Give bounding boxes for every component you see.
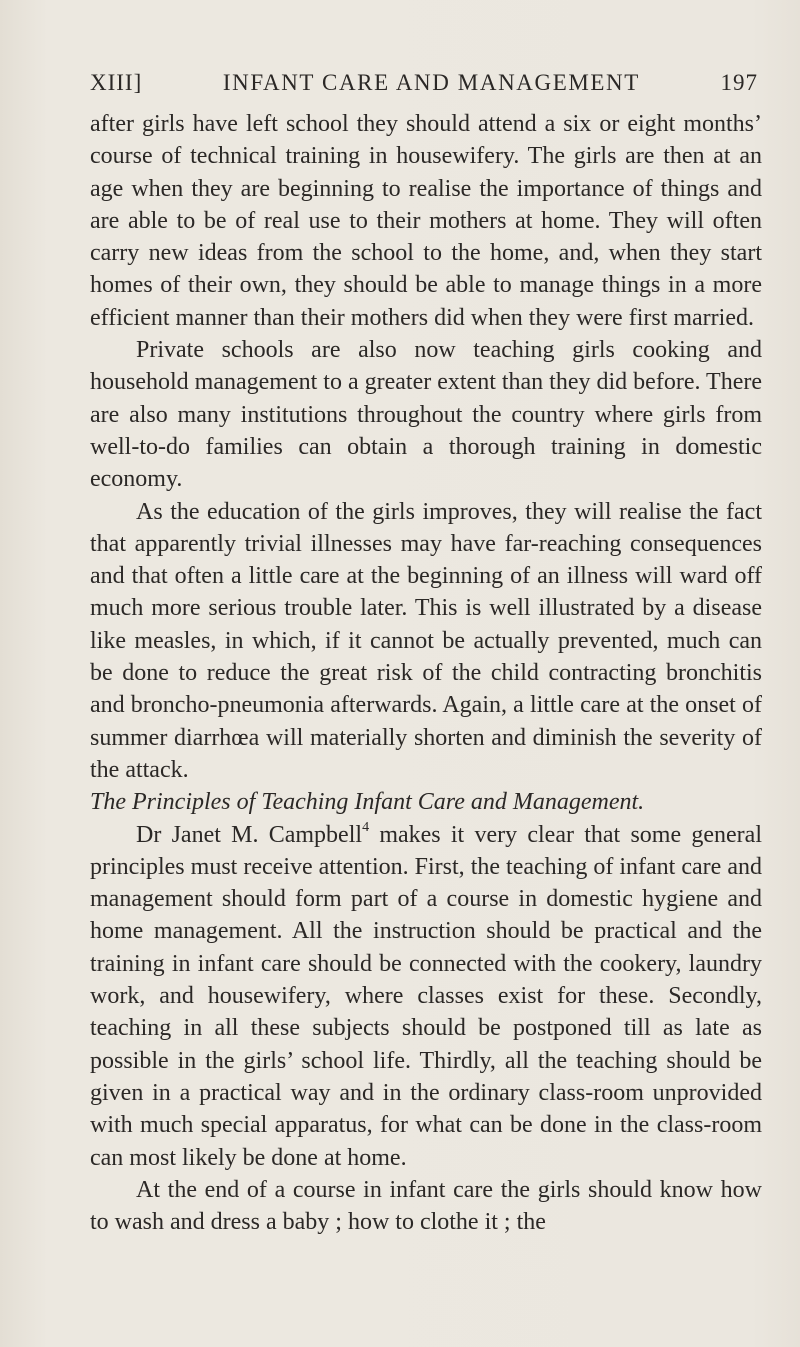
paragraph: As the education of the girls improves, they will realise the fact that apparently trivial illnesses may have far-reaching consequences and that often a little care at the beginning of an illness will ward off much more serious trouble later. This is well illustrated by a disease like measles, in which, if it cannot be actually prevented, much can be done to reduce the great risk of the child contracting bronchitis and broncho-pneumonia afterwards. Again, a little care at the onset of summer diarrhœa will materially shorten and diminish the severity of the attack. xyxy=(90,498,762,783)
paragraph xyxy=(90,819,762,1174)
paragraph-text: makes it very clear that some general principles must receive attention. First, the teaching of infant care and management should form part of a course in domestic hygiene and home management. All the instruction should be practical and the training in infant care should be connected with the cookery, laundry work, and housewifery, where classes exist for these. Secondly, teaching in all these subjects should be postponed till as late as possible in the girls’ school life. Thirdly, all the teaching should be given in a practical way and in the ordinary class-room unprovided with much special apparatus, for what can be done in the class-room can most likely be done at home. xyxy=(90,821,762,1171)
paragraph: Private schools are also now teaching girls cooking and household management to a greater extent than they did before. There are also many institutions throughout the country where girls from well-to-do families can obtain a thorough training in domestic economy. xyxy=(90,337,762,493)
running-header xyxy=(52,70,762,96)
paragraph-text: Dr Janet M. Campbell xyxy=(136,821,363,848)
footnote-marker: 4 xyxy=(362,819,370,835)
section-heading: The Principles of Teaching Infant Care and Management. xyxy=(90,789,645,816)
chapter-number: XIII] xyxy=(90,70,143,95)
body-text xyxy=(52,108,762,1238)
paragraph: after girls have left school they should attend a six or eight months’ course of technical training in housewifery. The girls are then at an age when they are beginning to realise the importance of things and are able to be of real use to their mothers at home. They will often carry new ideas from the school to the home, and, when they start homes of their own, they should be able to manage things in a more efficient manner than their mothers did when they were first married. xyxy=(90,111,762,331)
paragraph: At the end of a course in infant care the girls should know how to wash and dress a baby ; how to clothe it ; the xyxy=(90,1176,762,1236)
running-title: INFANT CARE AND MANAGEMENT xyxy=(222,70,640,95)
page-number: 197 xyxy=(720,70,758,95)
